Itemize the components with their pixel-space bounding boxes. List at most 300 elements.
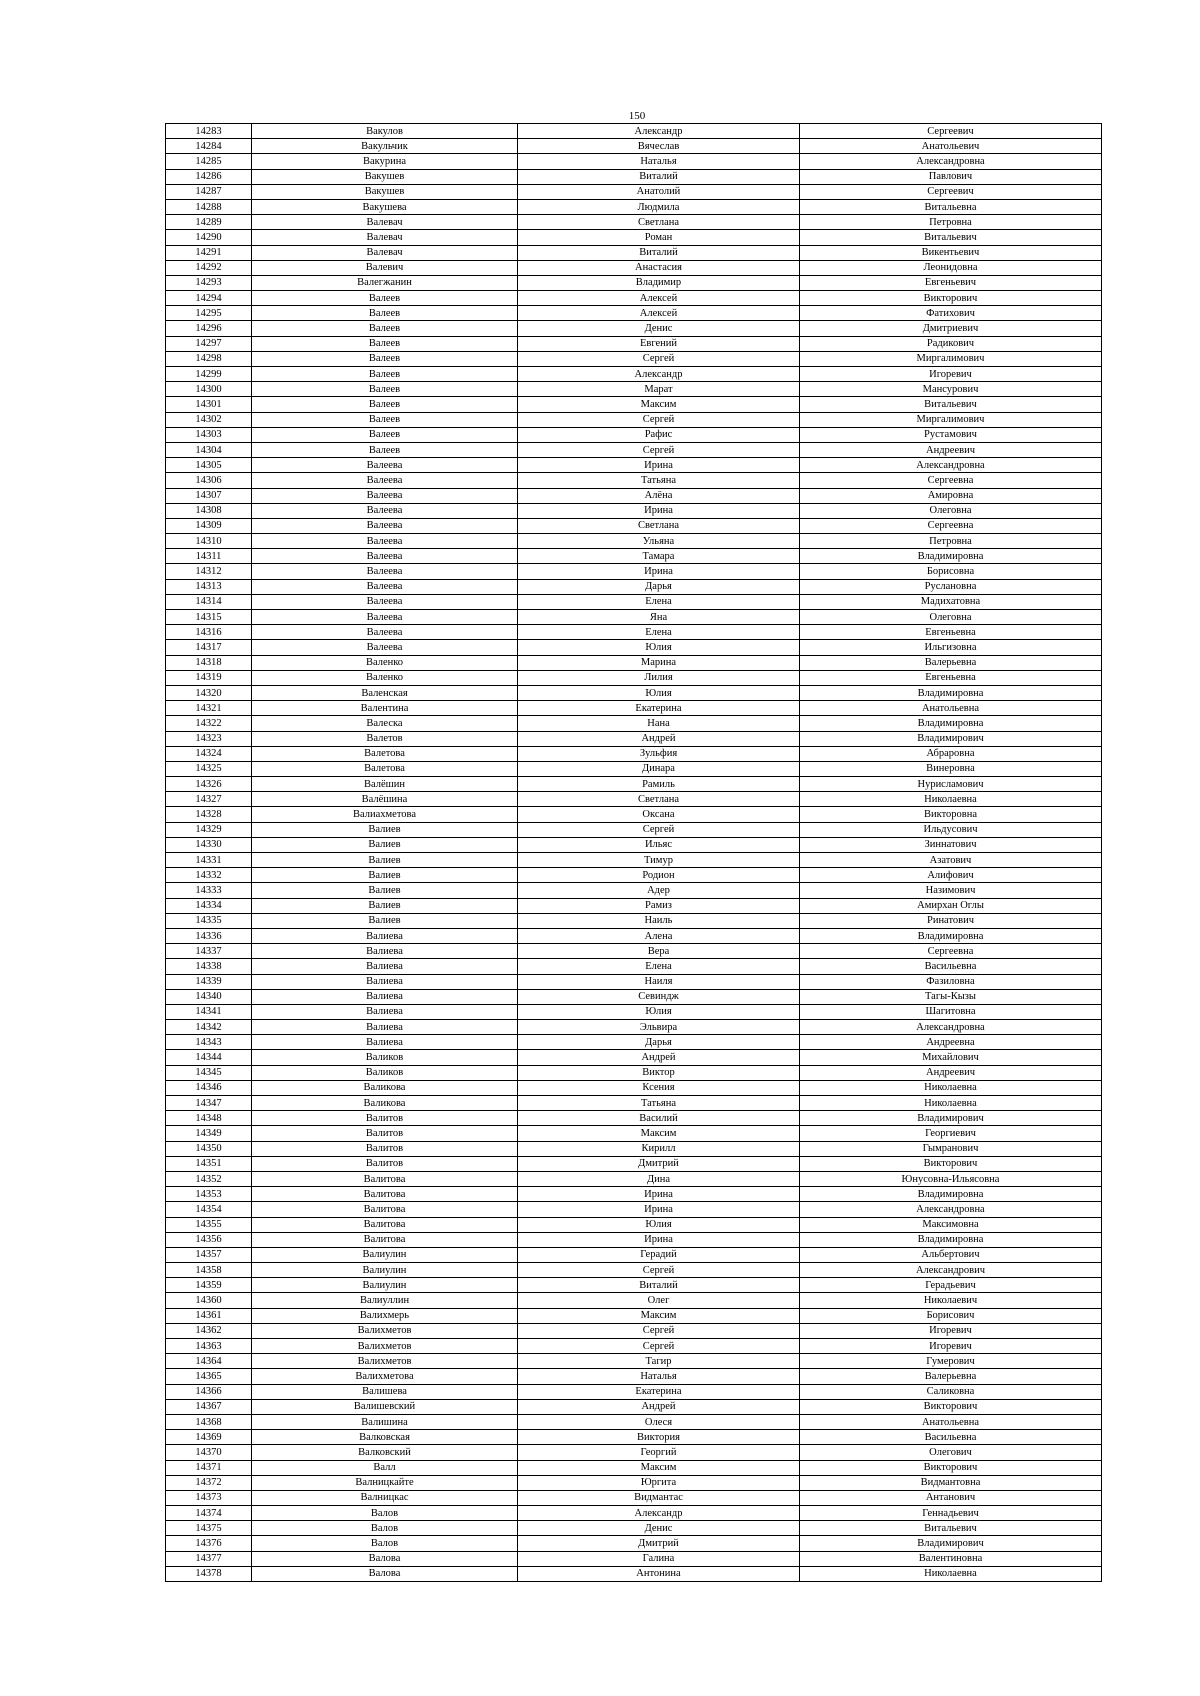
first-name-cell: Марина	[518, 655, 800, 670]
record-number-cell: 14307	[166, 488, 252, 503]
record-number-cell: 14312	[166, 564, 252, 579]
table-row	[166, 928, 1102, 943]
record-number-cell: 14283	[166, 124, 252, 139]
first-name-cell: Сергей	[518, 351, 800, 366]
first-name-cell: Светлана	[518, 215, 800, 230]
first-name-cell: Кирилл	[518, 1141, 800, 1156]
patronymic-cell: Амирхан Оглы	[800, 898, 1102, 913]
table-row	[166, 610, 1102, 625]
record-number-cell: 14361	[166, 1308, 252, 1323]
patronymic-cell: Викторович	[800, 1156, 1102, 1171]
last-name-cell: Валиева	[252, 928, 518, 943]
first-name-cell: Герадий	[518, 1247, 800, 1262]
record-number-cell: 14355	[166, 1217, 252, 1232]
first-name-cell: Наталья	[518, 1369, 800, 1384]
last-name-cell: Валевач	[252, 230, 518, 245]
patronymic-cell: Мадихатовна	[800, 594, 1102, 609]
patronymic-cell: Евгеньевич	[800, 275, 1102, 290]
patronymic-cell: Нурисламович	[800, 777, 1102, 792]
record-number-cell: 14299	[166, 367, 252, 382]
table-row	[166, 1141, 1102, 1156]
table-row	[166, 169, 1102, 184]
record-number-cell: 14303	[166, 427, 252, 442]
table-row	[166, 655, 1102, 670]
last-name-cell: Валихмерь	[252, 1308, 518, 1323]
patronymic-cell: Александровна	[800, 1202, 1102, 1217]
first-name-cell: Денис	[518, 1521, 800, 1536]
first-name-cell: Олеся	[518, 1414, 800, 1429]
last-name-cell: Валеев	[252, 427, 518, 442]
record-number-cell: 14321	[166, 701, 252, 716]
record-number-cell: 14349	[166, 1126, 252, 1141]
table-row	[166, 594, 1102, 609]
patronymic-cell: Александрович	[800, 1263, 1102, 1278]
first-name-cell: Вера	[518, 944, 800, 959]
table-row	[166, 1171, 1102, 1186]
last-name-cell: Валиева	[252, 1035, 518, 1050]
record-number-cell: 14318	[166, 655, 252, 670]
first-name-cell: Роман	[518, 230, 800, 245]
last-name-cell: Валентина	[252, 701, 518, 716]
first-name-cell: Татьяна	[518, 473, 800, 488]
table-row	[166, 534, 1102, 549]
patronymic-cell: Евгеньевна	[800, 670, 1102, 685]
patronymic-cell: Ильдусович	[800, 822, 1102, 837]
patronymic-cell: Юнусовна-Ильясовна	[800, 1171, 1102, 1186]
last-name-cell: Валеева	[252, 458, 518, 473]
first-name-cell: Людмила	[518, 199, 800, 214]
last-name-cell: Валковская	[252, 1430, 518, 1445]
first-name-cell: Сергей	[518, 1263, 800, 1278]
record-number-cell: 14309	[166, 518, 252, 533]
record-number-cell: 14305	[166, 458, 252, 473]
record-number-cell: 14336	[166, 928, 252, 943]
patronymic-cell: Николаевна	[800, 1096, 1102, 1111]
patronymic-cell: Витальевич	[800, 1521, 1102, 1536]
table-row	[166, 731, 1102, 746]
table-row	[166, 1126, 1102, 1141]
table-row	[166, 351, 1102, 366]
last-name-cell: Валеева	[252, 534, 518, 549]
patronymic-cell: Анатольевич	[800, 139, 1102, 154]
table-row	[166, 1004, 1102, 1019]
patronymic-cell: Герадьевич	[800, 1278, 1102, 1293]
first-name-cell: Ирина	[518, 1232, 800, 1247]
last-name-cell: Вакульчик	[252, 139, 518, 154]
last-name-cell: Валеева	[252, 473, 518, 488]
patronymic-cell: Анатольевна	[800, 701, 1102, 716]
last-name-cell: Валиулин	[252, 1278, 518, 1293]
record-number-cell: 14287	[166, 184, 252, 199]
last-name-cell: Валишевский	[252, 1399, 518, 1414]
record-number-cell: 14345	[166, 1065, 252, 1080]
first-name-cell: Елена	[518, 625, 800, 640]
record-number-cell: 14332	[166, 868, 252, 883]
patronymic-cell: Сергеевна	[800, 518, 1102, 533]
table-row	[166, 1020, 1102, 1035]
record-number-cell: 14288	[166, 199, 252, 214]
table-row	[166, 442, 1102, 457]
last-name-cell: Валиева	[252, 959, 518, 974]
first-name-cell: Алексей	[518, 291, 800, 306]
record-number-cell: 14369	[166, 1430, 252, 1445]
patronymic-cell: Викторович	[800, 1399, 1102, 1414]
patronymic-cell: Олегович	[800, 1445, 1102, 1460]
patronymic-cell: Павлович	[800, 169, 1102, 184]
table-row	[166, 1247, 1102, 1262]
record-number-cell: 14330	[166, 837, 252, 852]
table-row	[166, 245, 1102, 260]
table-row	[166, 579, 1102, 594]
last-name-cell: Валиев	[252, 883, 518, 898]
first-name-cell: Рамиль	[518, 777, 800, 792]
first-name-cell: Сергей	[518, 1323, 800, 1338]
last-name-cell: Валенская	[252, 685, 518, 700]
table-row	[166, 215, 1102, 230]
first-name-cell: Максим	[518, 1460, 800, 1475]
last-name-cell: Вакулов	[252, 124, 518, 139]
patronymic-cell: Владимировна	[800, 1187, 1102, 1202]
last-name-cell: Валеев	[252, 306, 518, 321]
first-name-cell: Лилия	[518, 670, 800, 685]
table-row	[166, 1111, 1102, 1126]
first-name-cell: Александр	[518, 1506, 800, 1521]
last-name-cell: Валеева	[252, 579, 518, 594]
table-row	[166, 321, 1102, 336]
last-name-cell: Вакурина	[252, 154, 518, 169]
record-number-cell: 14358	[166, 1263, 252, 1278]
last-name-cell: Валл	[252, 1460, 518, 1475]
last-name-cell: Валеев	[252, 412, 518, 427]
record-number-cell: 14364	[166, 1354, 252, 1369]
table-row	[166, 1080, 1102, 1095]
table-row	[166, 473, 1102, 488]
patronymic-cell: Зиннатович	[800, 837, 1102, 852]
patronymic-cell: Владимировна	[800, 1232, 1102, 1247]
table-row	[166, 1354, 1102, 1369]
record-number-cell: 14346	[166, 1080, 252, 1095]
last-name-cell: Валеев	[252, 442, 518, 457]
first-name-cell: Сергей	[518, 412, 800, 427]
patronymic-cell: Борисович	[800, 1308, 1102, 1323]
first-name-cell: Екатерина	[518, 701, 800, 716]
record-number-cell: 14290	[166, 230, 252, 245]
table-row	[166, 1490, 1102, 1505]
last-name-cell: Валиахметова	[252, 807, 518, 822]
table-row	[166, 1050, 1102, 1065]
first-name-cell: Анастасия	[518, 260, 800, 275]
first-name-cell: Ильяс	[518, 837, 800, 852]
record-number-cell: 14326	[166, 777, 252, 792]
patronymic-cell: Назимович	[800, 883, 1102, 898]
table-row	[166, 1536, 1102, 1551]
patronymic-cell: Дмитриевич	[800, 321, 1102, 336]
first-name-cell: Юлия	[518, 1217, 800, 1232]
patronymic-cell: Васильевна	[800, 959, 1102, 974]
table-row	[166, 777, 1102, 792]
table-row	[166, 944, 1102, 959]
first-name-cell: Родион	[518, 868, 800, 883]
last-name-cell: Валеева	[252, 594, 518, 609]
last-name-cell: Валёшин	[252, 777, 518, 792]
table-row	[166, 1399, 1102, 1414]
last-name-cell: Валиулин	[252, 1263, 518, 1278]
table-row	[166, 154, 1102, 169]
table-row	[166, 564, 1102, 579]
record-number-cell: 14314	[166, 594, 252, 609]
first-name-cell: Юлия	[518, 685, 800, 700]
last-name-cell: Валеев	[252, 351, 518, 366]
table-row	[166, 1065, 1102, 1080]
patronymic-cell: Сергеевна	[800, 944, 1102, 959]
record-number-cell: 14376	[166, 1536, 252, 1551]
table-row	[166, 1566, 1102, 1581]
record-number-cell: 14300	[166, 382, 252, 397]
table-row	[166, 898, 1102, 913]
first-name-cell: Евгений	[518, 336, 800, 351]
first-name-cell: Нана	[518, 716, 800, 731]
table-row	[166, 959, 1102, 974]
record-number-cell: 14319	[166, 670, 252, 685]
last-name-cell: Валихметов	[252, 1339, 518, 1354]
first-name-cell: Олег	[518, 1293, 800, 1308]
table-row	[166, 868, 1102, 883]
last-name-cell: Валиев	[252, 898, 518, 913]
patronymic-cell: Владимировна	[800, 928, 1102, 943]
last-name-cell: Валиев	[252, 868, 518, 883]
record-number-cell: 14335	[166, 913, 252, 928]
last-name-cell: Валов	[252, 1506, 518, 1521]
first-name-cell: Алена	[518, 928, 800, 943]
last-name-cell: Валеев	[252, 336, 518, 351]
first-name-cell: Ирина	[518, 564, 800, 579]
first-name-cell: Сергей	[518, 822, 800, 837]
record-number-cell: 14313	[166, 579, 252, 594]
record-number-cell: 14373	[166, 1490, 252, 1505]
patronymic-cell: Васильевна	[800, 1430, 1102, 1445]
table-row	[166, 685, 1102, 700]
last-name-cell: Валетова	[252, 761, 518, 776]
last-name-cell: Валницкас	[252, 1490, 518, 1505]
table-row	[166, 1460, 1102, 1475]
first-name-cell: Наиля	[518, 974, 800, 989]
record-number-cell: 14348	[166, 1111, 252, 1126]
patronymic-cell: Винеровна	[800, 761, 1102, 776]
first-name-cell: Ульяна	[518, 534, 800, 549]
first-name-cell: Ирина	[518, 1202, 800, 1217]
first-name-cell: Александр	[518, 124, 800, 139]
last-name-cell: Валиев	[252, 837, 518, 852]
last-name-cell: Валиев	[252, 822, 518, 837]
last-name-cell: Валишина	[252, 1414, 518, 1429]
table-row	[166, 913, 1102, 928]
table-row	[166, 306, 1102, 321]
first-name-cell: Антонина	[518, 1566, 800, 1581]
record-number-cell: 14328	[166, 807, 252, 822]
patronymic-cell: Гымранович	[800, 1141, 1102, 1156]
last-name-cell: Валеева	[252, 488, 518, 503]
first-name-cell: Тамара	[518, 549, 800, 564]
patronymic-cell: Александровна	[800, 154, 1102, 169]
first-name-cell: Ирина	[518, 458, 800, 473]
last-name-cell: Валитова	[252, 1171, 518, 1186]
record-number-cell: 14327	[166, 792, 252, 807]
first-name-cell: Наталья	[518, 154, 800, 169]
record-number-cell: 14342	[166, 1020, 252, 1035]
patronymic-cell: Алифович	[800, 868, 1102, 883]
first-name-cell: Андрей	[518, 1399, 800, 1414]
record-number-cell: 14378	[166, 1566, 252, 1581]
patronymic-cell: Николаевич	[800, 1293, 1102, 1308]
first-name-cell: Ирина	[518, 1187, 800, 1202]
record-number-cell: 14291	[166, 245, 252, 260]
record-number-cell: 14306	[166, 473, 252, 488]
first-name-cell: Максим	[518, 1308, 800, 1323]
last-name-cell: Валиков	[252, 1050, 518, 1065]
last-name-cell: Валиева	[252, 944, 518, 959]
last-name-cell: Валетов	[252, 731, 518, 746]
table-row	[166, 716, 1102, 731]
patronymic-cell: Владимировна	[800, 685, 1102, 700]
first-name-cell: Владимир	[518, 275, 800, 290]
patronymic-cell: Викторович	[800, 291, 1102, 306]
record-number-cell: 14371	[166, 1460, 252, 1475]
patronymic-cell: Гумерович	[800, 1354, 1102, 1369]
table-row	[166, 701, 1102, 716]
table-row	[166, 625, 1102, 640]
patronymic-cell: Леонидовна	[800, 260, 1102, 275]
last-name-cell: Валевич	[252, 260, 518, 275]
last-name-cell: Валиков	[252, 1065, 518, 1080]
last-name-cell: Валиева	[252, 1004, 518, 1019]
first-name-cell: Адер	[518, 883, 800, 898]
record-number-cell: 14360	[166, 1293, 252, 1308]
last-name-cell: Вакушева	[252, 199, 518, 214]
table-row	[166, 291, 1102, 306]
record-number-cell: 14302	[166, 412, 252, 427]
last-name-cell: Валиуллин	[252, 1293, 518, 1308]
record-number-cell: 14331	[166, 853, 252, 868]
patronymic-cell: Анатольевна	[800, 1414, 1102, 1429]
last-name-cell: Валеев	[252, 291, 518, 306]
first-name-cell: Эльвира	[518, 1020, 800, 1035]
patronymic-cell: Борисовна	[800, 564, 1102, 579]
patronymic-cell: Владимировна	[800, 549, 1102, 564]
last-name-cell: Валевач	[252, 215, 518, 230]
last-name-cell: Валеев	[252, 367, 518, 382]
patronymic-cell: Фатихович	[800, 306, 1102, 321]
table-row	[166, 230, 1102, 245]
table-row	[166, 488, 1102, 503]
table-row	[166, 1414, 1102, 1429]
record-number-cell: 14372	[166, 1475, 252, 1490]
patronymic-cell: Видмантовна	[800, 1475, 1102, 1490]
table-row	[166, 367, 1102, 382]
patronymic-cell: Абраровна	[800, 746, 1102, 761]
last-name-cell: Валеева	[252, 610, 518, 625]
record-number-cell: 14354	[166, 1202, 252, 1217]
record-number-cell: 14294	[166, 291, 252, 306]
patronymic-cell: Мансурович	[800, 382, 1102, 397]
table-row	[166, 1202, 1102, 1217]
patronymic-cell: Тагы-Кызы	[800, 989, 1102, 1004]
record-number-cell: 14296	[166, 321, 252, 336]
record-number-cell: 14339	[166, 974, 252, 989]
patronymic-cell: Миргалимович	[800, 412, 1102, 427]
patronymic-cell: Сергеевич	[800, 124, 1102, 139]
record-number-cell: 14368	[166, 1414, 252, 1429]
patronymic-cell: Петровна	[800, 215, 1102, 230]
table-row	[166, 139, 1102, 154]
first-name-cell: Ирина	[518, 503, 800, 518]
record-number-cell: 14285	[166, 154, 252, 169]
first-name-cell: Виктор	[518, 1065, 800, 1080]
record-number-cell: 14375	[166, 1521, 252, 1536]
first-name-cell: Екатерина	[518, 1384, 800, 1399]
first-name-cell: Юлия	[518, 1004, 800, 1019]
roster-table	[165, 123, 1102, 1582]
table-row	[166, 549, 1102, 564]
first-name-cell: Марат	[518, 382, 800, 397]
last-name-cell: Валихметов	[252, 1354, 518, 1369]
first-name-cell: Дмитрий	[518, 1156, 800, 1171]
table-row	[166, 883, 1102, 898]
record-number-cell: 14370	[166, 1445, 252, 1460]
record-number-cell: 14316	[166, 625, 252, 640]
last-name-cell: Валиева	[252, 989, 518, 1004]
record-number-cell: 14308	[166, 503, 252, 518]
patronymic-cell: Николаевна	[800, 792, 1102, 807]
first-name-cell: Андрей	[518, 731, 800, 746]
last-name-cell: Вакушев	[252, 169, 518, 184]
table-row	[166, 199, 1102, 214]
table-row	[166, 670, 1102, 685]
first-name-cell: Анатолий	[518, 184, 800, 199]
last-name-cell: Валенко	[252, 670, 518, 685]
last-name-cell: Валевач	[252, 245, 518, 260]
first-name-cell: Василий	[518, 1111, 800, 1126]
first-name-cell: Алексей	[518, 306, 800, 321]
first-name-cell: Алёна	[518, 488, 800, 503]
first-name-cell: Виталий	[518, 169, 800, 184]
last-name-cell: Валитов	[252, 1141, 518, 1156]
table-row	[166, 1096, 1102, 1111]
table-row	[166, 1263, 1102, 1278]
record-number-cell: 14301	[166, 397, 252, 412]
record-number-cell: 14353	[166, 1187, 252, 1202]
patronymic-cell: Николаевна	[800, 1566, 1102, 1581]
record-number-cell: 14351	[166, 1156, 252, 1171]
patronymic-cell: Миргалимович	[800, 351, 1102, 366]
last-name-cell: Валеева	[252, 564, 518, 579]
record-number-cell: 14295	[166, 306, 252, 321]
table-row	[166, 640, 1102, 655]
record-number-cell: 14356	[166, 1232, 252, 1247]
last-name-cell: Валеева	[252, 640, 518, 655]
table-row	[166, 124, 1102, 139]
patronymic-cell: Викторович	[800, 1460, 1102, 1475]
last-name-cell: Валетова	[252, 746, 518, 761]
patronymic-cell: Олеговна	[800, 610, 1102, 625]
first-name-cell: Севиндж	[518, 989, 800, 1004]
last-name-cell: Валеев	[252, 397, 518, 412]
last-name-cell: Валикова	[252, 1096, 518, 1111]
table-row	[166, 427, 1102, 442]
first-name-cell: Дина	[518, 1171, 800, 1186]
table-row	[166, 792, 1102, 807]
last-name-cell: Валова	[252, 1566, 518, 1581]
table-row	[166, 1278, 1102, 1293]
